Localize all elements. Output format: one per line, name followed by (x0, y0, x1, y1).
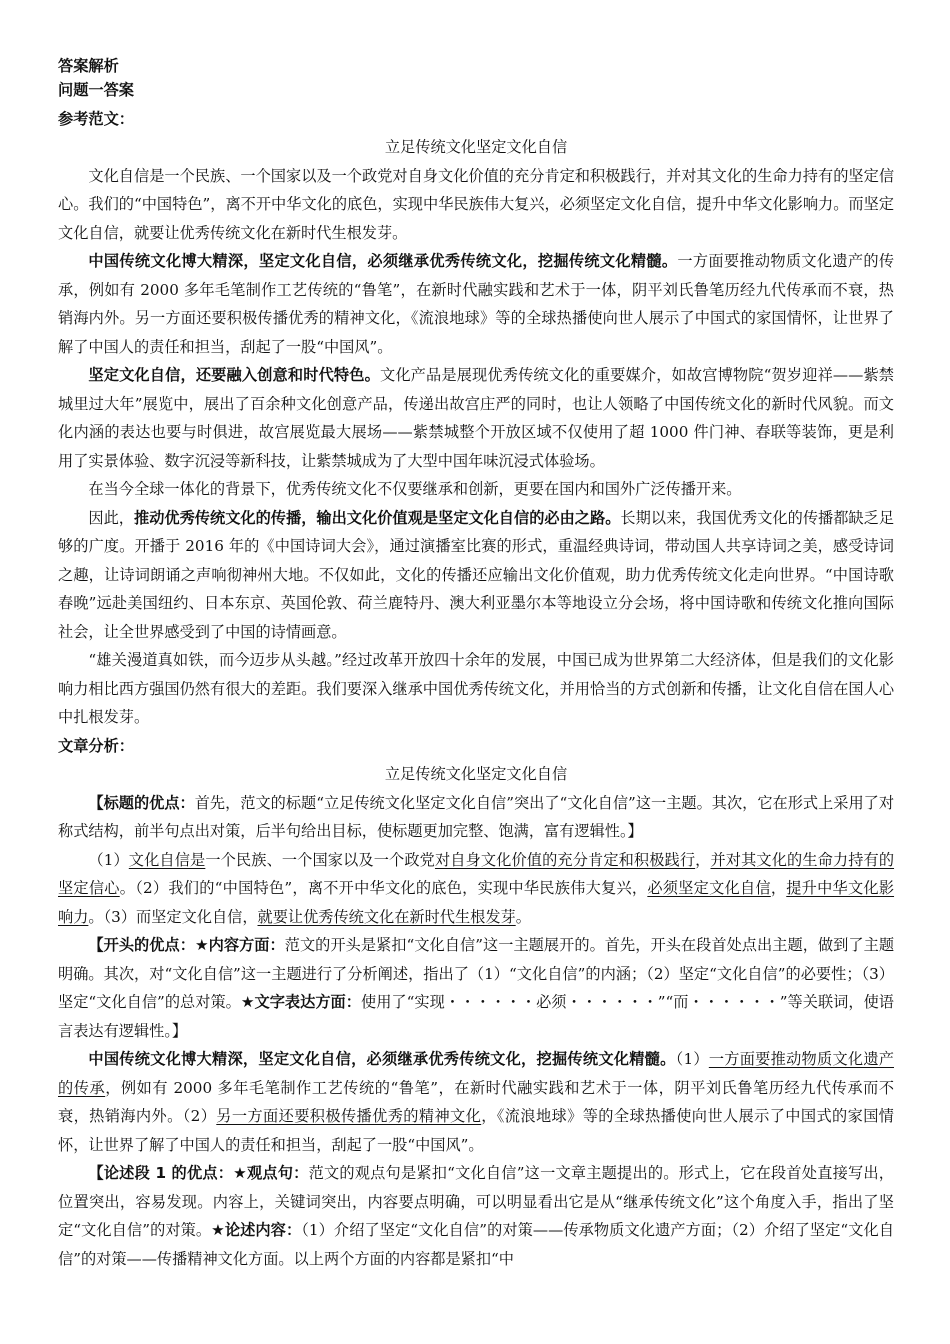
title-merit-note: 【标题的优点：首先，范文的标题“立足传统文化坚定文化自信”突出了“文化自信”这一主题。其次，它在形式上采用了对称式结构，前半句点出对策，后半句给出目标，使标题更加完整、饱满，富有逻辑性。】 (58, 793, 895, 840)
analysis-label: 文章分析： (58, 736, 134, 755)
annotated-argument-1: 中国传统文化博大精深，坚定文化自信，必须继承优秀传统文化，挖掘传统文化精髓。（1）一方面要推动物质文化遗产的传承，例如有 2000 多年毛笔制作工艺传统的“鲁笔”，在新时代融实践和艺术于一体，阴平刘氏鲁笔历经九代传承而不衰，热销海内外。（2）另一方面还要积极传播优秀的精神文化，《流浪地球》等的全球热播使向世人展示了中国式的家国情怀，让世界了解了中国人的责任和担当，刮起了一股“中国风”。 (58, 1050, 895, 1154)
annotated-opening: （1）文化自信是一个民族、一个国家以及一个政党对自身文化价值的充分肯定和积极践行，并对其文化的生命力持有的坚定信心。（2）我们的“中国特色”，离不开中华文化的底色，实现中华民族伟大复兴，必须坚定文化自信，提升中华文化影响力。（3）而坚定文化自信，就要让优秀传统文化在新时代生根发芽。 (58, 850, 895, 926)
argument-1-merit-note: 【论述段 1 的优点：★观点句：范文的观点句是紧扣“文化自信”这一文章主题提出的。形式上，它在段首处直接写出，位置突出，容易发现。内容上，关键词突出，内容要点明确，可以明显看出它是从“继承传统文化”这个角度入手，指出了坚定“文化自信”的对策。★论述内容：（1）介绍了坚定“文化自信”的对策——传承物质文化遗产方面；（2）介绍了坚定“文化自信”的对策——传播精神文化方面。以上两个方面的内容都是紧扣“中 (58, 1164, 895, 1268)
essay-paragraph-6: “雄关漫道真如铁，而今迈步从头越。”经过改革开放四十余年的发展，中国已成为世界第二大经济体，但是我们的文化影响力相比西方强国仍然有很大的差距。我们要深入继承中国优秀传统文化，并用恰当的方式创新和传播，让文化自信在国人心中扎根发芽。 (58, 651, 894, 726)
cut-heading: 答案解析 (58, 57, 119, 75)
essay-paragraph-4: 在当今全球一体化的背景下，优秀传统文化不仅要继承和创新，更要在国内和国外广泛传播开来。 (88, 480, 742, 498)
thesis-sentence: 坚定文化自信，还要融入创意和时代特色。 (88, 366, 380, 384)
essay-label: 参考范文： (58, 109, 134, 128)
opening-merit-note: 【开头的优点：★内容方面：范文的开头是紧扣“文化自信”这一主题展开的。首先，开头在段首处点出主题，做到了主题明确。其次，对“文化自信”这一主题进行了分析阐述，指出了（1）“文化自信”的内涵；（2）坚定“文化自信”的必要性；（3）坚定“文化自信”的总对策。★文字表达方面：使用了“实现・・・・・・必须・・・・・・”“而・・・・・・”等关联词，使语言表达有逻辑性。】 (58, 936, 895, 1040)
essay-paragraph-2: 中国传统文化博大精深，坚定文化自信，必须继承优秀传统文化，挖掘传统文化精髓。一方面要推动物质文化遗产的传承，例如有 2000 多年毛笔制作工艺传统的“鲁笔”，在新时代融实践和艺术于一体，阴平刘氏鲁笔历经九代传承而不衰，热销海内外。另一方面还要积极传播优秀的精神文化，《流浪地球》等的全球热播使向世人展示了中国式的家国情怀，让世界了解了中国人的责任和担当，刮起了一股“中国风”。 (58, 252, 895, 356)
question-heading: 问题一答案 (58, 81, 134, 99)
document-page (58, 52, 894, 1273)
essay-paragraph-5: 因此，推动优秀传统文化的传播，输出文化价值观是坚定文化自信的必由之路。长期以来，我国优秀文化的传播都缺乏足够的广度。开播于 2016 年的《中国诗词大会》，通过演播室比赛的形式，重温经典诗词，带动国人共享诗词之美，感受诗词之趣，让诗词朗诵之声响彻神州大地。不仅如此，文化的传播还应输出文化价值观，助力优秀传统文化走向世界。“中国诗歌春晚”远赴美国纽约、日本东京、英国伦敦、荷兰鹿特丹、澳大利亚墨尔本等地设立分会场，将中国诗歌和传统文化推向国际社会，让全世界感受到了中国的诗情画意。 (58, 508, 895, 641)
analysis-title: 立足传统文化坚定文化自信 (384, 765, 568, 783)
essay-paragraph-1: 文化自信是一个民族、一个国家以及一个政党对自身文化价值的充分肯定和积极践行，并对其文化的生命力持有的坚定信心。我们的“中国特色”，离不开中华文化的底色，实现中华民族伟大复兴，必须坚定文化自信，提升中华文化影响力。而坚定文化自信，就要让优秀传统文化在新时代生根发芽。 (58, 166, 894, 242)
essay-paragraph-3: 坚定文化自信，还要融入创意和时代特色。文化产品是展现优秀传统文化的重要媒介，如故宫博物院“贺岁迎祥——紫禁城里过大年”展览中，展出了百余种文化创意产品，传递出故宫庄严的同时，也让人领略了中国传统文化的新时代风貌。而文化内涵的表达也要与时俱进，故宫展览最大展场——紫禁城整个开放区域不仅使用了超 1000 件门神、春联等装饰，更是利用了实景体验、数字沉浸等新科技，让紫禁城成为了大型中国年味沉浸式体验场。 (58, 366, 894, 470)
thesis-sentence: 中国传统文化博大精深，坚定文化自信，必须继承优秀传统文化，挖掘传统文化精髓。 (88, 252, 678, 270)
essay-title: 立足传统文化坚定文化自信 (384, 138, 568, 156)
thesis-sentence: 推动优秀传统文化的传播，输出文化价值观是坚定文化自信的必由之路。 (134, 508, 621, 527)
